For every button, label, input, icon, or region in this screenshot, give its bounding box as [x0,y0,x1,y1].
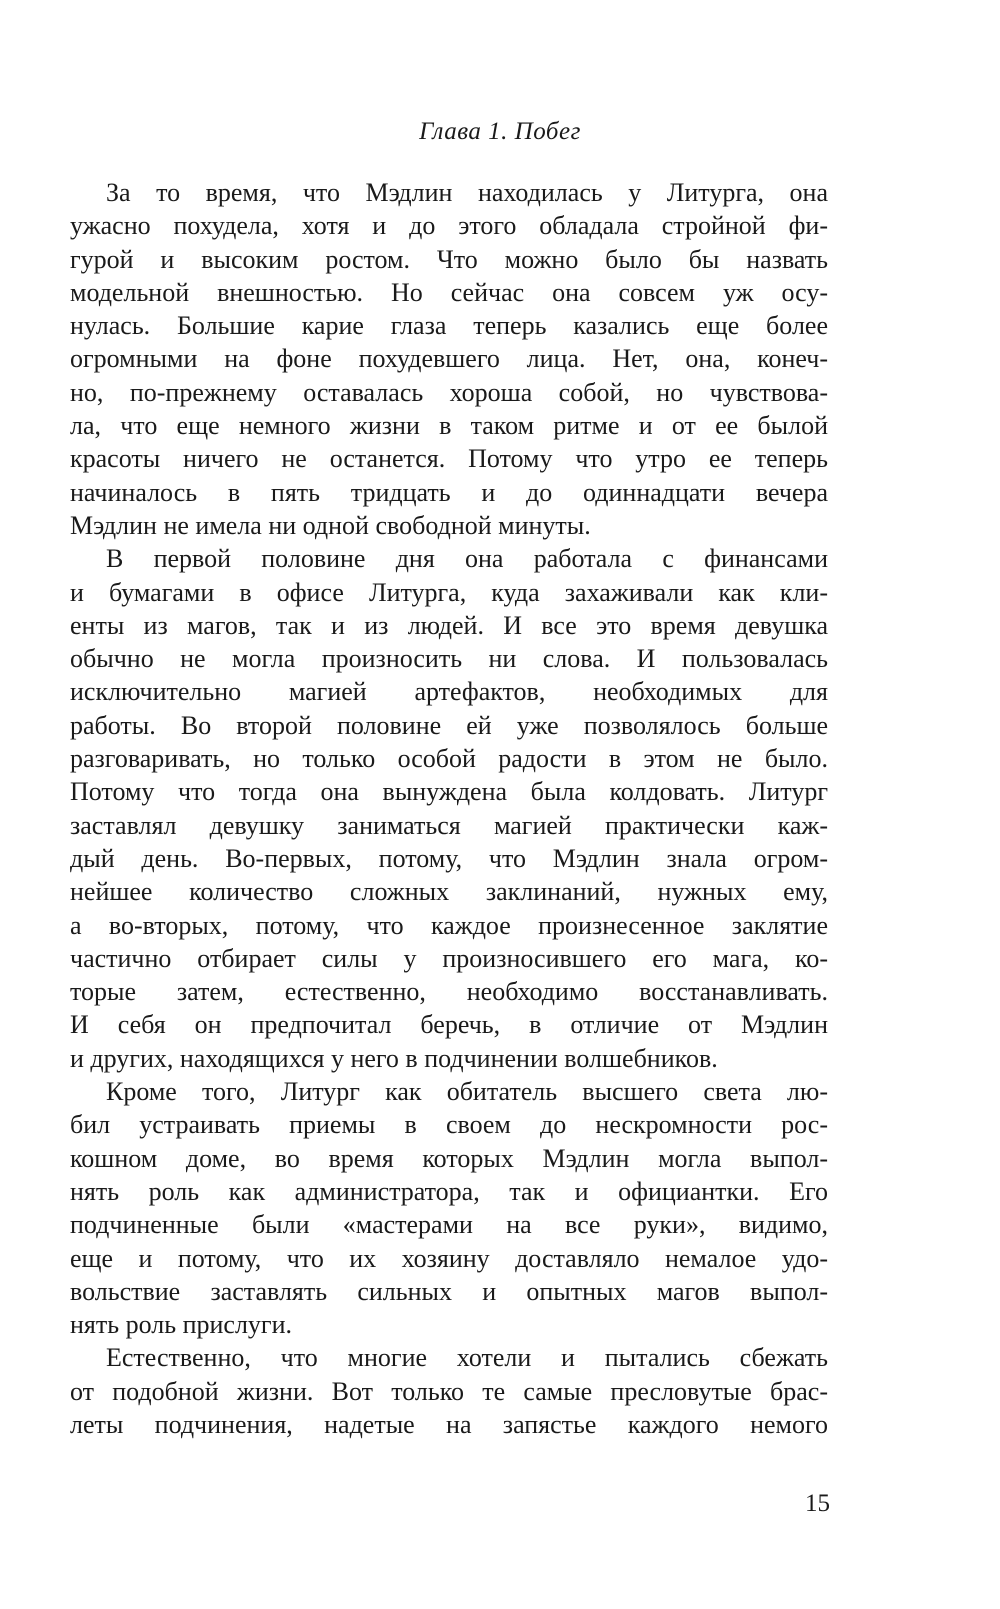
paragraph [70,176,828,542]
text-line: торые затем, естественно, необходимо восстанавливать. [70,977,828,1007]
page-number: 15 [805,1490,830,1517]
text-line: но, по-прежнему оставалась хороша собой, но чувствова- [70,377,828,407]
body-text [70,176,828,1441]
text-line: Кроме того, Литург как обитатель высшего света лю- [106,1077,828,1107]
paragraph [70,1341,828,1441]
text-line: огромными на фоне похудевшего лица. Нет, она, конеч- [70,344,828,374]
text-line: красоты ничего не останется. Потому что утро ее теперь [70,444,828,474]
text-line: енты из магов, так и из людей. И все это время девушка [70,610,828,640]
text-line: исключительно магией артефактов, необходимых для [70,677,828,707]
text-line: За то время, что Мэдлин находилась у Литурга, она [106,178,828,207]
text-line: нять роль прислуги. [70,1310,293,1340]
text-line: В первой половине дня она работала с финансами [106,544,828,574]
paragraph [70,1075,828,1341]
text-line: нять роль как администратора, так и официантки. Его [70,1176,828,1206]
text-line: еще и потому, что их хозяину доставляло немалое удо- [70,1243,828,1273]
text-line: леты подчинения, надетые на запястье каждого немого [70,1409,828,1439]
text-line: ла, что еще немного жизни в таком ритме и от ее былой [70,411,828,441]
text-line: гурой и высоким ростом. Что можно было бы назвать [70,244,828,274]
text-line: и других, находящихся у него в подчинении волшебников. [70,1043,718,1073]
text-line: кошном доме, во время которых Мэдлин могла выпол- [70,1143,828,1173]
text-line: Естественно, что многие хотели и пытались сбежать [106,1343,828,1373]
text-line: а во-вторых, потому, что каждое произнесенное заклятие [70,910,828,940]
text-line: ужасно похудела, хотя и до этого обладала стройной фи- [70,211,828,241]
text-line: дый день. Во-первых, потому, что Мэдлин знала огром- [70,843,828,873]
text-line: начиналось в пять тридцать и до одиннадцати вечера [70,477,828,507]
text-line: заставлял девушку заниматься магией практически каж- [70,810,828,840]
text-line: И себя он предпочитал беречь, в отличие от Мэдлин [70,1010,828,1040]
text-line: подчиненные были «мастерами на все руки», видимо, [70,1210,828,1240]
text-line: Мэдлин не имела ни одной свободной минуты. [70,510,591,540]
text-line: работы. Во второй половине ей уже позволялось больше [70,710,828,740]
text-line: Потому что тогда она вынуждена была колдовать. Литург [70,777,828,807]
running-head: Глава 1. Побег [419,118,581,145]
text-line: обычно не могла произносить ни слова. И пользовалась [70,644,828,674]
text-line: нейшее количество сложных заклинаний, нужных ему, [70,877,828,907]
text-line: нулась. Большие карие глаза теперь казались еще более [70,311,828,341]
paragraph [70,542,828,1075]
text-line: и бумагами в офисе Литурга, куда захаживали как кли- [70,577,828,607]
text-line: вольствие заставлять сильных и опытных магов выпол- [70,1276,828,1306]
text-line: модельной внешностью. Но сейчас она совсем уж осу- [70,277,828,307]
text-line: разговаривать, но только особой радости в этом не было. [70,744,828,774]
text-line: от подобной жизни. Вот только те самые пресловутые брас- [70,1376,828,1406]
text-line: бил устраивать приемы в своем до нескромности рос- [70,1110,828,1140]
text-line: частично отбирает силы у произносившего его мага, ко- [70,943,828,973]
